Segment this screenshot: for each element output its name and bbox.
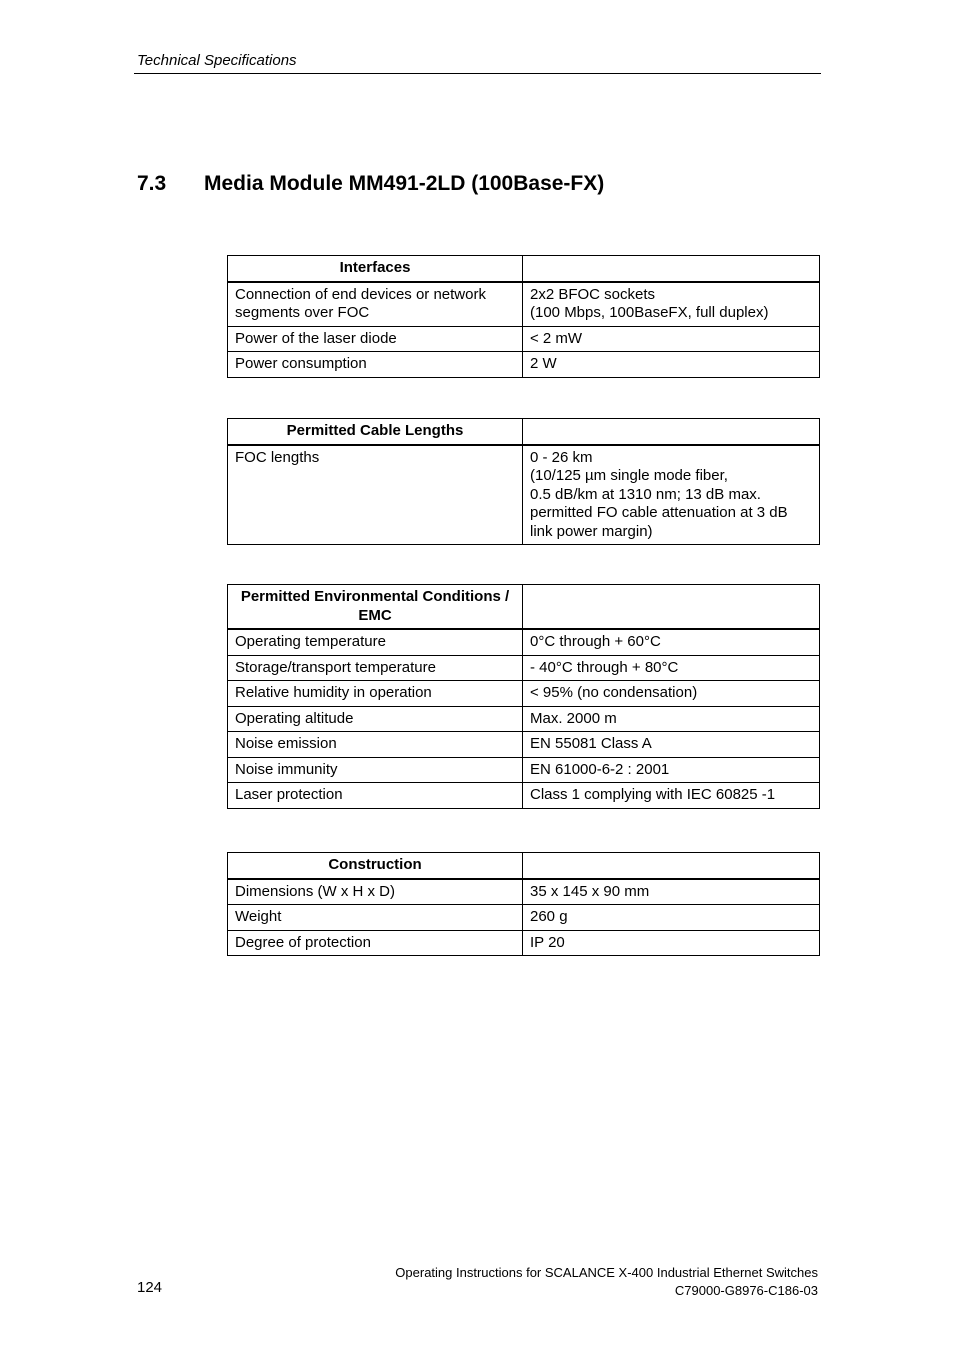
table-row <box>228 930 820 956</box>
section-heading <box>137 172 604 196</box>
table-header-row <box>228 419 820 445</box>
section-number: 7.3 <box>137 172 167 195</box>
table-row <box>228 326 820 352</box>
environmental-conditions-table <box>227 584 820 809</box>
spec-label: Noise immunity <box>228 757 523 783</box>
spec-value: < 2 mW <box>523 326 820 352</box>
table-header-cell: Construction <box>228 853 523 879</box>
table-row <box>228 757 820 783</box>
spec-value: 260 g <box>523 905 820 931</box>
table-header-cell <box>523 853 820 879</box>
spec-label: Noise emission <box>228 732 523 758</box>
spec-value: EN 55081 Class A <box>523 732 820 758</box>
spec-value: - 40°C through + 80°C <box>523 655 820 681</box>
spec-label: Power consumption <box>228 352 523 378</box>
spec-label: Operating temperature <box>228 629 523 655</box>
spec-value: IP 20 <box>523 930 820 956</box>
page-number: 124 <box>137 1279 163 1296</box>
table-row <box>228 681 820 707</box>
table-row <box>228 783 820 809</box>
spec-value: < 95% (no condensation) <box>523 681 820 707</box>
table-row <box>228 282 820 327</box>
spec-value: Class 1 complying with IEC 60825 -1 <box>523 783 820 809</box>
table-row <box>228 352 820 378</box>
spec-value: Max. 2000 m <box>523 706 820 732</box>
spec-label: Power of the laser diode <box>228 326 523 352</box>
table-row <box>228 655 820 681</box>
running-header: Technical Specifications <box>137 52 297 69</box>
section-title: Media Module MM491-2LD (100Base-FX) <box>204 172 605 195</box>
spec-value: 0°C through + 60°C <box>523 629 820 655</box>
table-header-row <box>228 585 820 630</box>
spec-label: Laser protection <box>228 783 523 809</box>
construction-table <box>227 852 820 956</box>
spec-label: Relative humidity in operation <box>228 681 523 707</box>
spec-label: Connection of end devices or network segments over FOC <box>228 282 523 327</box>
spec-label: Storage/transport temperature <box>228 655 523 681</box>
spec-value: 2x2 BFOC sockets (100 Mbps, 100BaseFX, full duplex) <box>523 282 820 327</box>
cable-lengths-table <box>227 418 820 545</box>
table-header-cell: Permitted Environmental Conditions / EMC <box>228 585 523 630</box>
footer-document-info <box>395 1264 818 1300</box>
table-header-cell: Interfaces <box>228 256 523 282</box>
table-header-cell <box>523 419 820 445</box>
spec-label: Degree of protection <box>228 930 523 956</box>
spec-label: Dimensions (W x H x D) <box>228 879 523 905</box>
table-row <box>228 629 820 655</box>
footer-document-title: Operating Instructions for SCALANCE X-400 Industrial Ethernet Switches <box>395 1265 818 1280</box>
table-row <box>228 732 820 758</box>
table-row <box>228 706 820 732</box>
table-header-row <box>228 256 820 282</box>
table-header-cell: Permitted Cable Lengths <box>228 419 523 445</box>
header-rule <box>134 73 821 74</box>
interfaces-table <box>227 255 820 378</box>
spec-label: FOC lengths <box>228 445 523 545</box>
footer-document-code: C79000-G8976-C186-03 <box>674 1283 818 1298</box>
table-header-cell <box>523 256 820 282</box>
spec-label: Operating altitude <box>228 706 523 732</box>
table-header-cell <box>523 585 820 630</box>
spec-label: Weight <box>228 905 523 931</box>
table-row <box>228 445 820 545</box>
table-row <box>228 905 820 931</box>
table-row <box>228 879 820 905</box>
spec-value: 0 - 26 km (10/125 µm single mode fiber, 0.5 dB/km at 1310 nm; 13 dB max. permitted FO cable attenuation at 3 dB link power margin) <box>523 445 820 545</box>
table-header-row <box>228 853 820 879</box>
spec-value: 35 x 145 x 90 mm <box>523 879 820 905</box>
spec-value: EN 61000-6-2 : 2001 <box>523 757 820 783</box>
spec-value: 2 W <box>523 352 820 378</box>
